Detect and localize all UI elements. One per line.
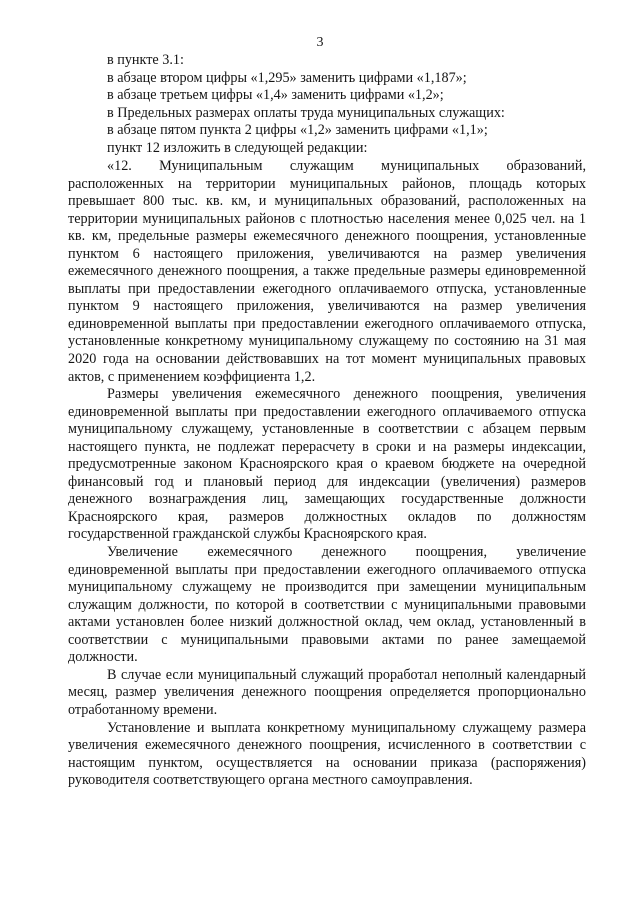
paragraph-no-increase: Увеличение ежемесячного денежного поощрения, увеличение единовременной выплаты при предоставлении ежегодного оплачиваемого отпуска муниципальному служащему не производится при замещении муниципальным служащим должности, по которой в соответствии с муниципальными правовыми актами установлен более низкий должностной оклад, чем оклад, установленный в соответствии с муниципальными правовыми актами по ранее замещаемой должности. (68, 544, 586, 666)
amendment-line: в абзаце третьем цифры «1,4» заменить цифрами «1,2»; (107, 87, 444, 104)
page-number: 3 (316, 35, 324, 50)
amendment-line: в Предельных размерах оплаты труда муниципальных служащих: (107, 104, 505, 121)
amendment-line: в абзаце втором цифры «1,295» заменить цифрами «1,187»; (107, 69, 467, 86)
amendment-line: пункт 12 изложить в следующей редакции: (107, 139, 368, 156)
document-body (68, 158, 586, 790)
paragraph-order-basis: Установление и выплата конкретному муниципальному служащему размера увеличения ежемесячного денежного поощрения, исчисленного в соответствии с настоящим пунктом, осуществляется на основании приказа (распоряжения) руководителя соответствующего органа местного самоуправления. (68, 719, 586, 789)
amendment-line: в пункте 3.1: (107, 52, 184, 68)
paragraph-partial-month: В случае если муниципальный служащий проработал неполный календарный месяц, размер увеличения денежного поощрения определяется пропорционально отработанному времени. (68, 666, 586, 718)
amendment-line: в абзаце пятом пункта 2 цифры «1,2» заменить цифрами «1,1»; (107, 122, 488, 139)
amendment-lines (107, 52, 587, 157)
paragraph-point-12: «12. Муниципальным служащим муниципальных образований, расположенных на территории муниципальных районов, площадь которых превышает 800 тыс. кв. км, и муниципальных образований, расположенных на территории муниципальных районов с плотностью населения менее 0,025 чел. на 1 кв. км, предельные размеры ежемесячного денежного поощрения, установленные пунктом 6 настоящего приложения, увеличиваются на размер увеличения ежемесячного денежного поощрения, а также предельные размеры единовременной выплаты при предоставлении ежегодного оплачиваемого отпуска, установленные пунктом 9 настоящего приложения, увеличиваются на размер увеличения единовременной выплаты при предоставлении ежегодного оплачиваемого отпуска, установленные конкретному муниципальному служащему по состоянию на 31 мая 2020 года на основании действовавших на тот момент муниципальных правовых актов, с применением коэффициента 1,2. (68, 158, 586, 385)
paragraph-no-recalculation: Размеры увеличения ежемесячного денежного поощрения, увеличения единовременной выплаты при предоставлении ежегодного оплачиваемого отпуска муниципальному служащему, установленные в соответствии с абзацем первым настоящего пункта, не подлежат перерасчету в сроки и на размеры индексации, предусмотренные законом Красноярского края о краевом бюджете на очередной финансовый год и плановый период для индексации (увеличения) размеров денежного вознаграждения лиц, замещающих государственные должности Красноярского края, размеров должностных окладов по должностям государственной гражданской службы Красноярского края. (68, 386, 586, 543)
